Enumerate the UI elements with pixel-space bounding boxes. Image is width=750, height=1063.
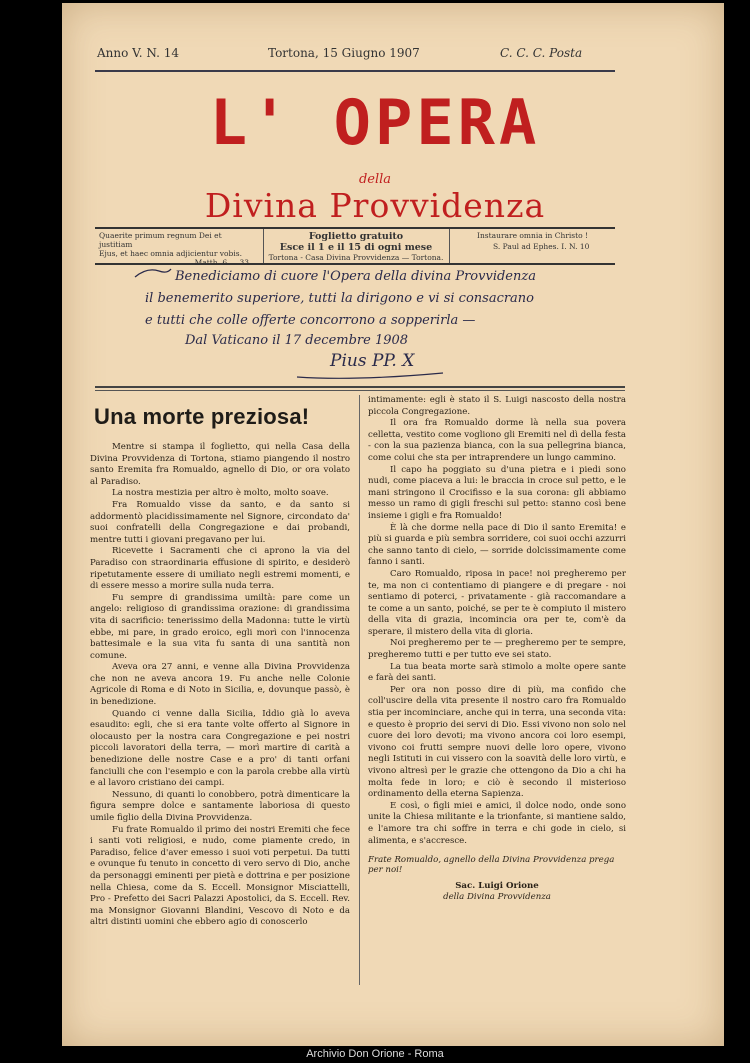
info-strip bbox=[95, 227, 615, 265]
info-left-line: Ejus, et haec omnia adjicientur vobis. bbox=[99, 249, 242, 258]
article-paragraph: Caro Romualdo, riposa in pace! noi pregheremo per te, ma non ci contentiamo di piangere e di pregare - noi sentiamo di poterci, - privatamente - già raccomandare a te come a un santo, poiché, se per te è compiuto il mistero della vita di grazia, incomincia ora per te, com'è da sperare, il mistero della vita di gloria. bbox=[368, 568, 626, 637]
info-right-line: S. Paul ad Ephes. I. N. 10 bbox=[493, 242, 590, 251]
handwriting-line: Benediciamo di cuore l'Opera della divina Provvidenza bbox=[175, 269, 536, 284]
handwriting-line: il benemerito superiore, tutti la dirigono e vi si consacrano bbox=[145, 291, 535, 306]
info-center-line: Foglietto gratuito bbox=[308, 231, 404, 242]
article-paragraph: La nostra mestizia per altro è molto, molto soave. bbox=[112, 488, 329, 499]
article-paragraph: È là che dorme nella pace di Dio il santo Eremita! e più si guarda e più sembra sorridere, coi suoi occhi azzurri che sanno tanto di cielo, — sorride dolcissimamente come fanno i santi. bbox=[368, 522, 626, 568]
article-paragraph: La tua beata morte sarà stimolo a molte opere sante e farà dei santi. bbox=[368, 661, 626, 684]
article-paragraph: Fu frate Romualdo il primo dei nostri Eremiti che fece i santi voti religiosi, e nudo, come piamente credo, in Paradiso, felice d'aver emesso i suoi voti perpetui. Da tutti e ovunque fu tenuto in concetto di vero servo di Dio, anche da personaggi eminenti per pietà e dottrina e per posizione nella Chiesa, come da S. Eccell. Monsignor Misciattelli, Pro - Prefetto dei Sacri Palazzi Apostolici, da S. Eccell. Rev. ma Monsignor Giovanni Blandini, Vescovo di Noto e da altri distinti uomini che ebbero agio di conoscerlo bbox=[90, 824, 350, 928]
header-rule bbox=[95, 70, 615, 72]
archive-caption: Archivio Don Orione - Roma bbox=[306, 1048, 444, 1060]
handwriting-signature: Pius PP. X bbox=[330, 351, 415, 371]
info-center-line: Esce il 1 e il 15 di ogni mese bbox=[279, 242, 433, 253]
info-center bbox=[265, 231, 447, 262]
issue-number: Anno V. N. 14 bbox=[97, 46, 179, 60]
info-left-line: Quaerite primum regnum Dei et justitiam bbox=[99, 231, 222, 249]
article-rule bbox=[95, 386, 625, 388]
article-paragraph: Il ora fra Romualdo dorme là nella sua povera celletta, vestito come vogliono gli Eremiti nel dì della festa - con la sua pazienza bianca, con la sua pellegrina bianca, come colui che sta per intraprendere un lungo cammino. bbox=[368, 418, 626, 463]
article-paragraph: Fra Romualdo visse da santo, e da santo si addormentò placidissimamente nel Signore, circondato da' suoi confratelli della Congregazione e dai probandi, mentre tutti i giovani pregavano per lui. bbox=[90, 499, 350, 545]
handwriting-line: e tutti che colle offerte concorrono a sopperirla — bbox=[145, 313, 476, 328]
info-divider bbox=[263, 229, 264, 263]
handwriting-date: Dal Vaticano il 17 decembre 1908 bbox=[185, 333, 409, 348]
article-title: Una morte preziosa! bbox=[94, 404, 310, 429]
info-divider bbox=[449, 229, 450, 263]
article-right-column bbox=[368, 395, 626, 903]
article-paragraph: Aveva ora 27 anni, e venne alla Divina Provvidenza che non ne aveva ancora 19. Fu anche nelle Colonie Agricole di Roma e di Noto in Sicilia, e, dovunque passò, è in benedizione. bbox=[90, 662, 350, 708]
info-right bbox=[455, 231, 610, 251]
place-date: Tortona, 15 Giugno 1907 bbox=[268, 46, 420, 60]
article-paragraph: Ricevette i Sacramenti che ci aprono la via del Paradiso con straordinaria effusione di spirito, e desiderò ripetutamente essere di umiliato negli estremi momenti, e di essere messo a morire sulla nuda terra. bbox=[90, 546, 350, 592]
article-signature bbox=[368, 881, 626, 903]
article-paragraph: Il capo ha poggiato su d'una pietra e i piedi sono nudi, come piaceva a lui: le braccia in croce sul petto, e le mani stringono il Crocifisso e la sua corona: gli abbiamo messo un ramo di gigli freschi sul petto: stanno così bene insieme i gigli e fra Romualdo! bbox=[368, 464, 626, 521]
handwritten-dedication bbox=[145, 265, 615, 385]
masthead-subtitle: Divina Provvidenza bbox=[204, 186, 546, 225]
article-rule bbox=[95, 390, 625, 391]
article-signoff: Frate Romualdo, agnello della Divina Provvidenza prega per noi! bbox=[368, 855, 615, 876]
article-paragraph: Per ora non posso dire di più, ma confido che coll'uscire della vita presente il nostro caro fra Romualdo stia per incominciare, anche qui in terra, una seconda vita: e questo è proprio dei servi di Dio. Essi vivono non solo nel cuore dei loro devoti; ma vivono ancora coi loro esempi, vivono coi frutti sempre nuovi delle loro opere, vivono negli Istituti in cui vissero con la soavità delle loro virtù, e vivono altresì per le grazie che ottengono da Dio a chi ha molta fede in loro; e ciò è secondo il misterioso ordinamento della eterna Sapienza. bbox=[368, 684, 627, 800]
article-paragraph: E così, o figli miei e amici, il dolce nodo, onde sono unite la Chiesa militante e la trionfante, si mantiene saldo, e l'amore tra chi soffre in terra e chi gode in cielo, si alimenta, e s'accresce. bbox=[368, 800, 626, 846]
article-paragraph: Mentre si stampa il foglietto, qui nella Casa della Divina Provvidenza di Tortona, stiamo piangendo il nostro santo Eremita fra Romualdo, agnello di Dio, or ora volato al Paradiso. bbox=[90, 442, 350, 487]
signature-role: della Divina Provvidenza bbox=[443, 892, 551, 903]
info-center-line: Tortona - Casa Divina Provvidenza — Tortona. bbox=[268, 253, 444, 262]
masthead-della: della bbox=[358, 172, 392, 187]
signature-name: Sac. Luigi Orione bbox=[455, 881, 539, 892]
column-divider bbox=[359, 395, 360, 985]
info-left-line: Matth. 6 — 33 bbox=[194, 258, 249, 267]
info-right-line: Instaurare omnia in Christo ! bbox=[477, 231, 589, 240]
article-paragraph: Quando ci venne dalla Sicilia, Iddio già lo aveva esaudito: egli, che si era tante volte offerto al Signore in olocausto per la nostra cara Congregazione e pei nostri piccoli lavoratori della terra, — morì martire di carità a benedizione delle nostre Case e a pro' di tanti orfani fanciulli che con l'esempio e con la parola crebbe alla virtù e al lavoro cristiano dei campi. bbox=[90, 708, 350, 789]
info-left bbox=[99, 231, 249, 267]
article-paragraph: intimamente: egli è stato il S. Luigi nascosto della nostra piccola Congregazione. bbox=[368, 395, 626, 417]
postal-note: C. C. C. Posta bbox=[500, 46, 583, 60]
article-paragraph: Nessuno, di quanti lo conobbero, potrà dimenticare la figura sempre dolce e santamente laboriosa di questo umile figlio della Divina Provvidenza. bbox=[90, 789, 350, 823]
signature-underline bbox=[295, 369, 445, 383]
article-paragraph: Fu sempre di grandissima umiltà: pare come un angelo: religioso di grandissima orazione: di grandissima vita di sacrificio: tenerissimo della Madonna: tutte le virtù ebbe, mi pare, in grado eroico, egli morì con l'innocenza battesimale e la sua vita fu santa di una santità non comune. bbox=[90, 592, 350, 661]
article-paragraph: Noi pregheremo per te — pregheremo per te sempre, pregheremo tutti e per tutto eve sei stato. bbox=[368, 638, 626, 661]
masthead-title: L' OPERA bbox=[209, 86, 541, 159]
flourish-mark bbox=[133, 265, 173, 281]
article-left-column bbox=[90, 404, 350, 929]
